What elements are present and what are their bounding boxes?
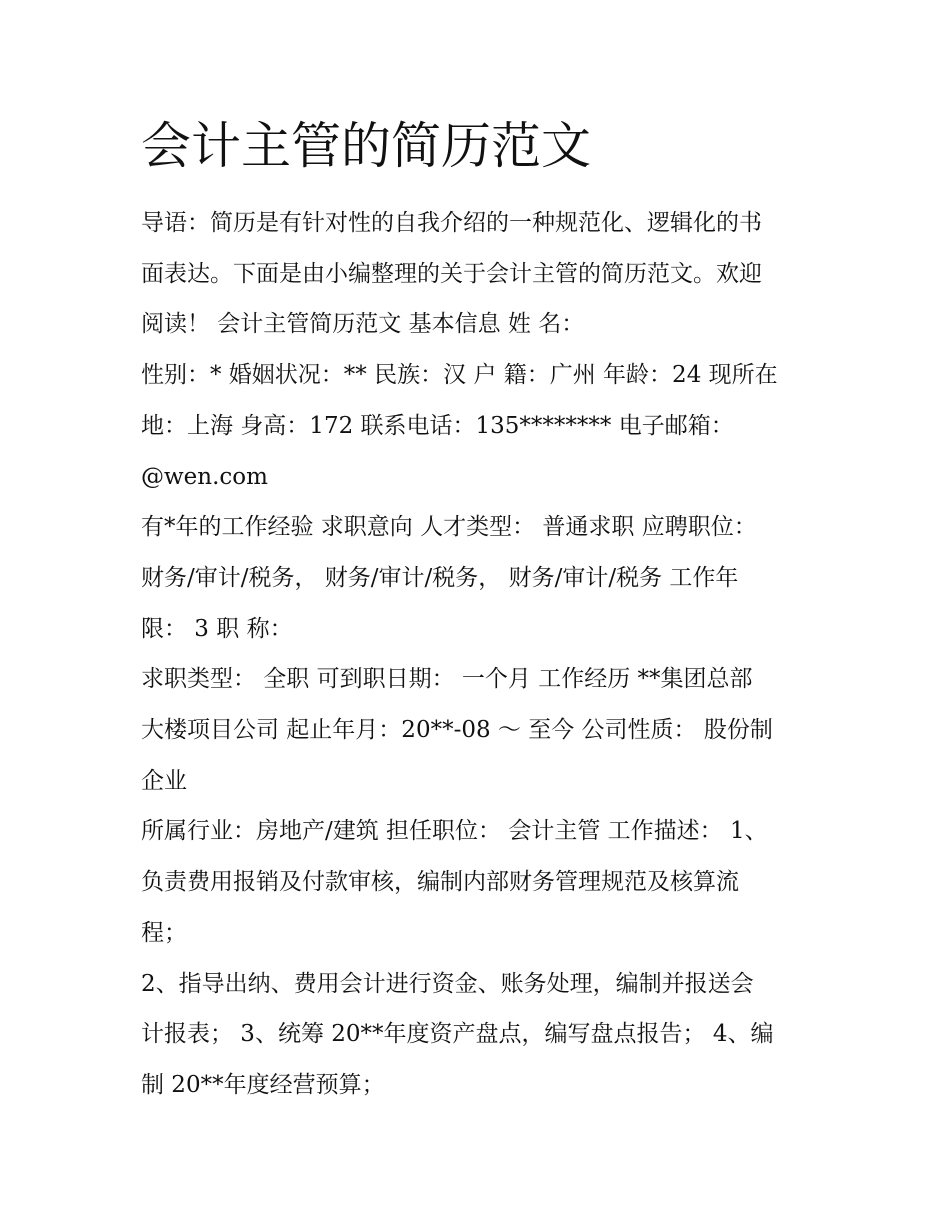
text-line: 导语：简历是有针对性的自我介绍的一种规范化、逻辑化的书 <box>141 210 762 236</box>
text-line: 面表达。下面是由小编整理的关于会计主管的简历范文。欢迎 <box>141 260 762 287</box>
text-line: 计报表； 3、统筹 20**年度资产盘点，编写盘点报告； 4、编 <box>141 1021 774 1048</box>
document-title: 会计主管的简历范文 <box>141 117 591 175</box>
text-line: 求职类型： 全职 可到职日期： 一个月 工作经历 **集团总部 <box>141 666 753 693</box>
text-line: 大楼项目公司 起止年月：20**-08 ～ 至今 公司性质： 股份制 <box>141 717 773 744</box>
text-line: 制 20**年度经营预算； <box>141 1071 385 1098</box>
paragraph-duties <box>141 959 811 1111</box>
text-line: 地：上海 身高：172 联系电话：135******** 电子邮箱： <box>141 412 734 439</box>
text-line: 企业 <box>141 767 187 794</box>
text-line: 有*年的工作经验 求职意向 人才类型： 普通求职 应聘职位： <box>141 514 757 541</box>
text-line: 财务/审计/税务， 财务/审计/税务， 财务/审计/税务 工作年 <box>141 564 739 591</box>
paragraph-work-experience <box>141 654 811 806</box>
text-line: @wen.com <box>141 463 268 490</box>
text-line: 阅读！ 会计主管简历范文 基本信息 姓 名： <box>141 311 585 338</box>
document-body <box>141 198 811 1111</box>
text-line: 程； <box>141 919 187 946</box>
paragraph-basic-info <box>141 350 811 502</box>
paragraph-job-intention <box>141 502 811 654</box>
text-line: 2、指导出纳、费用会计进行资金、账务处理，编制并报送会 <box>141 970 754 997</box>
paragraph-job-description <box>141 806 811 958</box>
text-line: 性别：* 婚姻状况：** 民族：汉 户 籍：广州 年龄：24 现所在 <box>141 362 778 389</box>
text-line: 负责费用报销及付款审核，编制内部财务管理规范及核算流 <box>141 869 739 896</box>
text-line: 所属行业：房地产/建筑 担任职位： 会计主管 工作描述： 1、 <box>141 818 768 845</box>
text-line: 限： 3 职 称： <box>141 615 293 642</box>
paragraph-intro <box>141 198 811 350</box>
